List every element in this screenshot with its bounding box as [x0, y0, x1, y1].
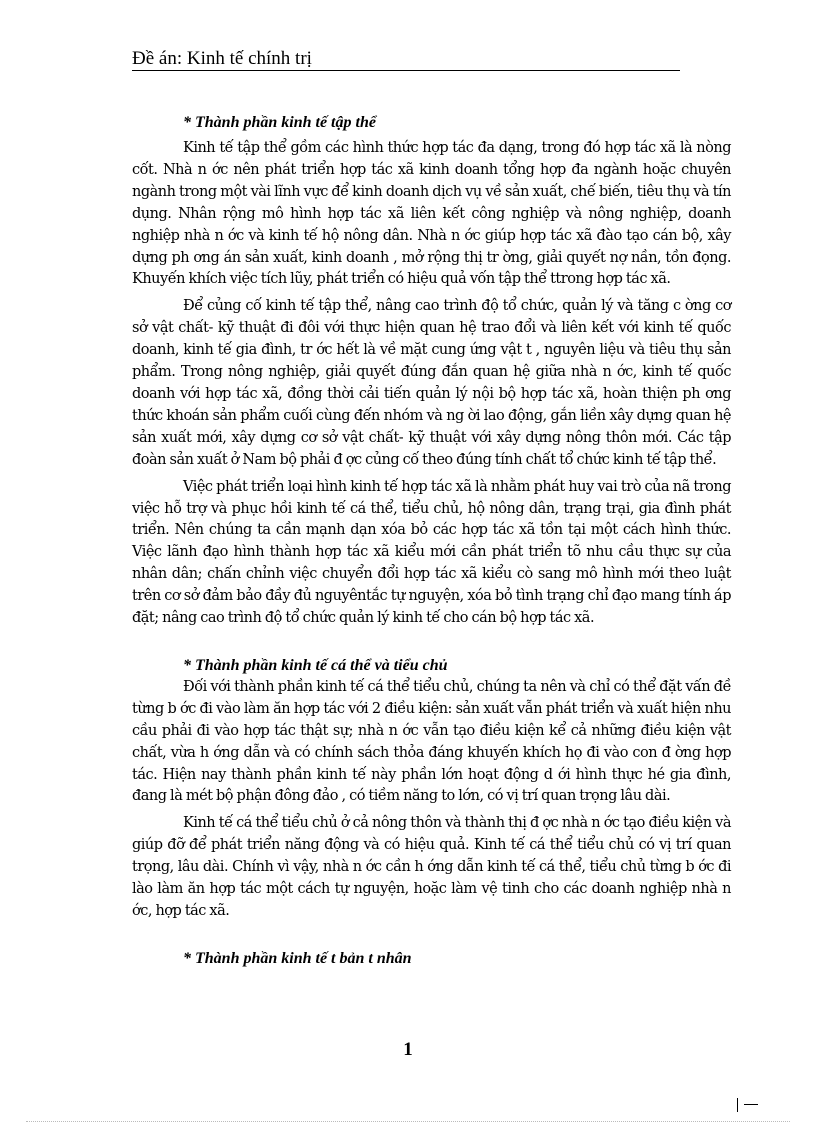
- page-number: 1: [403, 1039, 413, 1060]
- crop-mark: [744, 1104, 758, 1105]
- paragraph: Kinh tế cá thể tiểu chủ ở cả nông thôn và thành thị đ ợc nhà n ớc tạo điều kiện và giúp đỡ để phát triển năng động và có hiệu quả. Kinh tế cá thể tiểu chủ có vị trí quan trọng, lâu dài. Chính vì vậy, nhà n ớc cần h ớng dẫn kinh tế cá thể, tiểu chủ từng b ớc đi lào làm ăn hợp tác một cách tự nguyện, hoặc làm vệ tinh cho các doanh nghiệp nhà n ớc, hợp tác xã.: [132, 815, 731, 919]
- paragraph: Kinh tế tập thể gồm các hình thức hợp tác đa dạng, trong đó hợp tác xã là nòng cốt. Nhà n ớc nên phát triển hợp tác xã kinh doanh tổng hợp đa ngành hoặc chuyên ngành trong một vài lĩnh vực để kinh doanh dịch vụ về sản xuất, chế biến, tiêu thụ và tín dụng. Nhân rộng mô hình hợp tác xã liên kết công nghiệp và nông nghiệp, doanh nghiệp nhà n ớc và kinh tế hộ nông dân. Nhà n ớc giúp hợp tác xã đào tạo cán bộ, xây dựng ph ơng án sản xuất, kinh doanh , mở rộng thị tr ờng, giải quyết nợ nần, tồn đọng. Khuyến khích việc tích lũy, phát triển có hiệu quả vốn tập thể ttrong hợp tác xã.: [132, 140, 731, 288]
- page-edge: [26, 1121, 790, 1122]
- paragraph: Đối với thành phần kinh tế cá thể tiểu chủ, chúng ta nên và chỉ có thể đặt vấn đề từng b ớc đi vào làm ăn hợp tác với 2 điều kiện: sản xuất vẫn phát triển và xuất hiện nhu cầu phải đi vào hợp tác thật sự; nhà n ớc vẫn tạo điều kiện kể cả những điều kiện vật chất, vừa h ớng dẫn và có chính sách thỏa đáng khuyến khích họ đi vào con đ ờng hợp tác. Hiện nay thành phần kinh tế này phần lớn hoạt động d ới hình thực hé gia đình, đang là mét bộ phận đông đảo , có tiềm năng to lớn, có vị trí quan trọng lâu dài.: [132, 678, 731, 805]
- header-rule: [132, 70, 680, 71]
- document-body: [132, 112, 731, 970]
- document-header: Đề án: Kinh tế chính trị: [132, 48, 312, 69]
- paragraph: Để củng cố kinh tế tập thể, nâng cao trình độ tổ chức, quản lý và tăng c ờng cơ sở vật chất- kỹ thuật đi đôi với thực hiện quan hệ trao đổi và liên kết với kinh tế quốc doanh, kinh tế gia đình, tr ớc hết là về mặt cung ứng vật t , nguyên liệu và tiêu thụ sản phẩm. Trong nông nghiệp, giải quyết đúng đắn quan hệ giữa nhà n ớc, kinh tế quốc doanh với hợp tác xã, đồng thời cải tiến quản lý nội bộ hợp tác xã, hoàn thiện ph ơng thức khoán sản phẩm cuối cùng đến nhóm và ng ời lao động, gắn liền xây dựng quan hệ sản xuất mới, xây dựng cơ sở vật chất- kỹ thuật với xây dựng nông thôn mới. Các tập đoàn sản xuất ở Nam bộ phải đ ợc củng cố theo đúng tính chất tổ chức kinh tế tập thể.: [132, 298, 731, 468]
- crop-mark: [737, 1098, 738, 1112]
- section-heading-private-capital: * Thành phần kinh tế t bản t nhân: [183, 949, 412, 967]
- section-heading-collective: * Thành phần kinh tế tập thể: [183, 114, 376, 131]
- section-heading-individual: * Thành phần kinh tế cá thể và tiểu chủ: [183, 656, 448, 674]
- paragraph: Việc phát triển loại hình kinh tế hợp tác xã là nhằm phát huy vai trò của nã trong việc hỗ trợ và phục hồi kinh tế cá thể, tiểu chủ, hộ nông dân, trạng trại, gia đình phát triển. Nên chúng ta cần mạnh dạn xóa bỏ các hợp tác xã tồn tại một cách hình thức. Việc lãnh đạo hình thành hợp tác xã kiểu mới cần phát triển tõ nhu cầu thực sự của nhân dân; chấn chỉnh việc chuyển đổi hợp tác xã kiểu cò sang mô hình mới theo luật trên cơ sở đảm bảo đầy đủ nguyêntắc tự nguyện, xóa bỏ tình trạng chỉ đạo mang tính áp đặt; nâng cao trình độ tổ chức quản lý kinh tế cho cán bộ hợp tác xã.: [132, 478, 731, 627]
